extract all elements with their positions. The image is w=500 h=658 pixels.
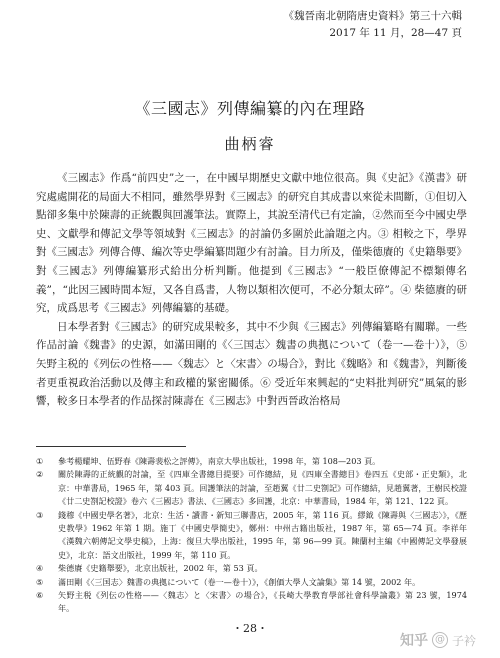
footnote-6 [36,589,467,616]
footnote-2 [36,468,467,508]
body-paragraph-2: 日本學者對《三國志》的研究成果較多，其中不少與《三國志》列傳編纂略有關聯。一些作品討論《魏書》的史源，如滿田剛的《〈三国志〉魏書の典拠について（卷一—卷十）》，⑤矢野主税的《列伝の性格——〈魏志〉と〈宋書〉の場合》，對比《魏略》和《魏書》，判斷後者更重視政治活動以及傳主和政權的緊密關係。⑥ 受近年來興起的“史料批判研究”風氣的影響，較多日本學者的作品探討陳壽在《三國志》中對西晉政治格局 [36,320,467,408]
zhihu-logo: 知乎 [399,633,428,649]
page-number: ・28・ [232,622,268,635]
footnote-text: 滿田剛《〈三国志〉魏書の典拠について（卷一—卷十）》，《創価大學人文論集》第 14 號，2002 年。 [58,576,421,587]
footnote-1 [36,455,467,468]
journal-title: 《魏晉南北朝隋唐史資料》第三十六輯 [283,10,462,22]
footnote-text: 柴德賡《史籍舉要》，北京出版社，2002 年，第 53 頁。 [58,563,263,574]
footnote-marker: ② [36,469,44,480]
footnote-divider [36,446,186,447]
article-body [36,169,467,411]
watermark-handle: 子衿 [451,633,476,648]
issue-date-pages: 2017 年 11 月，28—47 頁 [329,27,462,39]
footnote-marker: ⑥ [36,590,44,601]
footnote-text: 關於陳壽的正統觀的討論，至《四庫全書總目提要》可作總結，見《四庫全書總目》卷四五《史部・正史類》，北京：中華書局，1965 年，第 403 頁。回護筆法的討論，至趙翼《廿二史劄記》可作總結，見趙翼著，王樹民校證《廿二史劄記校證》卷六《三國志》書法、《三國志》多回護，北京：中華書局，1984 年，第 121、122 頁。 [58,469,467,507]
running-head [284,8,463,42]
footnote-3 [36,509,467,563]
zhihu-watermark [400,630,476,650]
footnote-marker: ④ [36,563,44,574]
article-author: 曲柄睿 [224,135,276,153]
footnote-text: 參考楊耀坤、伍野春《陳壽裴松之評傳》，南京大學出版社，1998 年，第 108—203 頁。 [58,456,381,466]
footnote-4 [36,562,467,575]
footnote-5 [36,576,467,589]
body-paragraph-1: 《三國志》作爲“前四史”之一，在中國早期歷史文獻中地位很高。與《史記》《漢書》研究處處開花的局面大不相同，雖然學界對《三國志》的研究自其成書以來從未間斷，①但切入點卻多集中於陳壽的正統觀與回護筆法。實際上，其說至清代已有定論，②然而至今中國史學史、文獻學和傳記文學等領域對《三國志》的討論仍多圍於此論題之内。③ 相較之下，學界對《三國志》列傳合傳、編次等史學編纂問題少有討論。目力所及，僅柴德賡的《史籍舉要》對《三國志》列傳編纂形式給出分析判斷。他提到《三國志》“一般臣僚傳記不標類傳名義”，“此因三國時間本短，又各自爲書，人物以類相次便可，不必分類太碎”。④ 柴德賡的研究，成爲思考《三國志》列傳編纂的基礎。 [36,172,467,315]
footnote-marker: ① [36,456,44,466]
at-icon: @ [432,632,448,648]
article-title: 《三國志》列傳編纂的內在理路 [134,99,366,118]
footnote-text: 矢野主税《列伝の性格——〈魏志〉と〈宋書〉の場合》，《長崎大學教育學部社會科學論叢》第 23 號，1974 年。 [58,590,467,614]
footnotes [36,455,467,616]
footnote-marker: ⑤ [36,576,44,587]
footnote-marker: ③ [36,509,44,520]
footnote-text: 錢穆《中國史學名著》，北京：生活・讀書・新知三聯書店，2005 年，第 116 頁。繆鉞《陳壽與〈三國志〉》，《歷史教學》1962 年第 1 期。施丁《中國史學簡史》，鄭州：中州古籍出版社，1987 年，第 65—74 頁。李祥年《漢魏六朝傳記文學史稿》，上海：復旦大學出版社，1995 年，第 96—99 頁。陳蘭村主編《中國傳記文學發展史》，北京：語文出版社，1999 年，第 110 頁。 [58,509,467,560]
